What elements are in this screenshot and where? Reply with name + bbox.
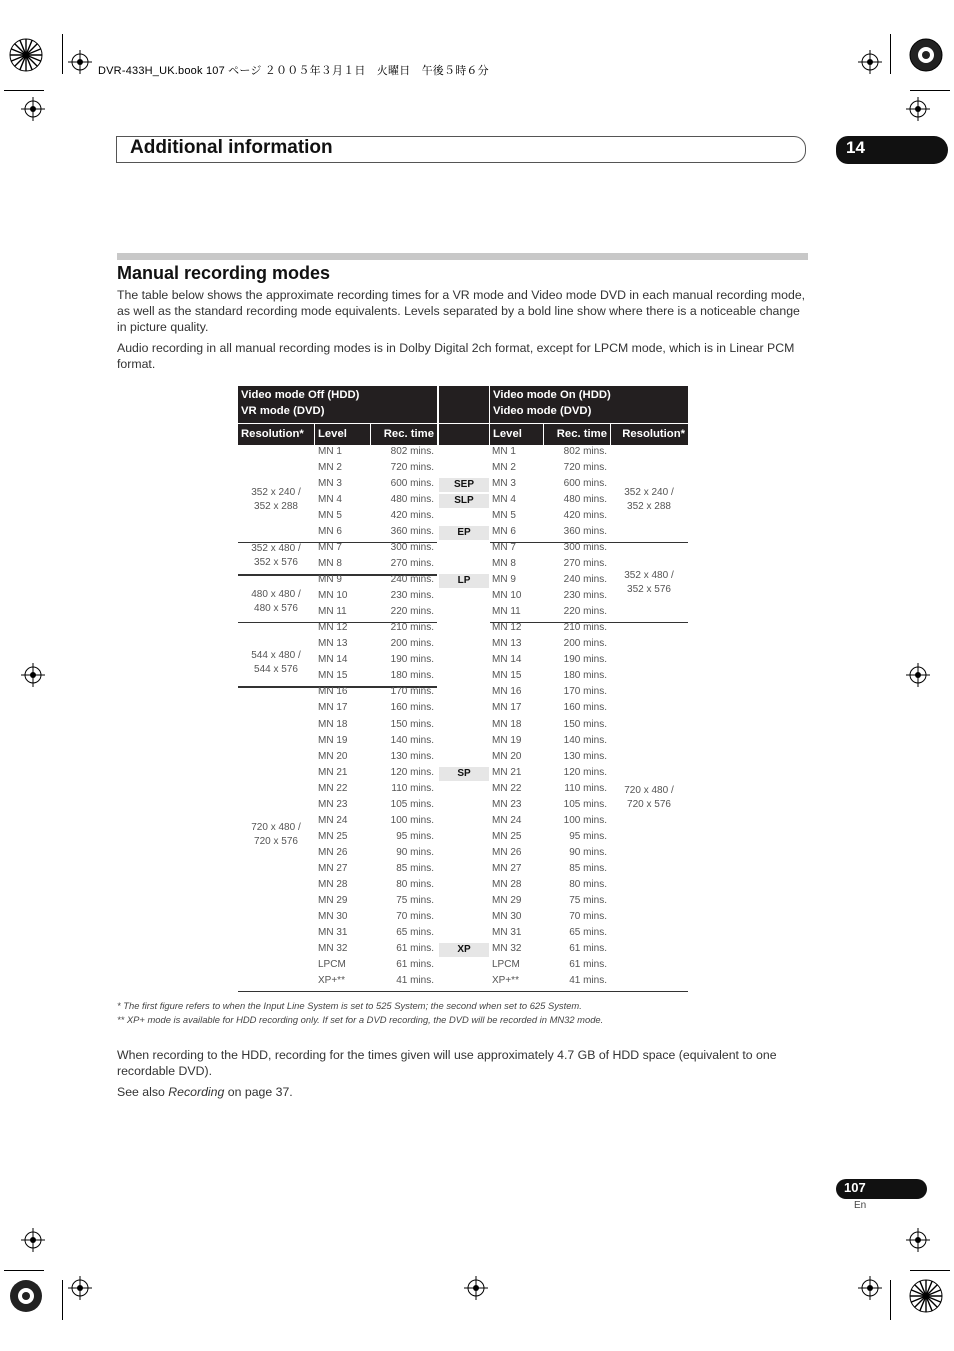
rec-time-left: 270 mins. [390,558,434,570]
level-right: MN 17 [492,702,522,714]
level-left: MN 18 [318,718,348,730]
right-header-line-2: Video mode (DVD) [493,405,592,417]
rec-time-right: 150 mins. [563,718,607,730]
level-left: MN 19 [318,734,348,746]
resolution-text: 352 x 576 [627,584,671,595]
resolution-text: 352 x 240 / [251,487,301,498]
level-left: MN 27 [318,862,348,874]
col-standard-blank [439,424,489,445]
level-right: MN 1 [492,446,516,457]
resolution-text: 352 x 480 / [251,543,301,554]
rec-time-right: 220 mins. [563,606,607,618]
rec-time-right: 180 mins. [563,670,607,682]
level-right: MN 8 [492,558,516,570]
level-right: MN 21 [492,766,522,778]
rec-time-right: 270 mins. [563,558,607,570]
crosshair-icon [906,1228,930,1252]
registration-sunburst-icon [9,1279,43,1313]
audio-paragraph: Audio recording in all manual recording modes is in Dolby Digital 2ch format, except for LPCM mode, which is in Linear PCM format. [117,341,795,371]
level-right: MN 15 [492,670,522,682]
level-left: MN 21 [318,766,348,778]
level-left: MN 8 [318,558,342,570]
crosshair-icon [858,1276,882,1300]
rec-time-right: 65 mins. [569,926,607,938]
left-header-line-2: VR mode (DVD) [241,405,325,417]
rec-time-left: 70 mins. [396,910,434,922]
resolution-text: 352 x 288 [627,501,671,512]
rec-time-right: 300 mins. [563,542,607,554]
page-number: 107 [844,1180,866,1195]
level-left: MN 29 [318,894,348,906]
level-right: XP+** [492,974,519,986]
right-group-header [490,386,688,423]
left-resolution-2 [238,542,314,570]
level-right: MN 13 [492,638,522,650]
level-left: MN 15 [318,670,348,682]
rec-time-right: 80 mins. [569,878,607,890]
rec-time-right: 100 mins. [563,814,607,826]
left-resolution-5 [238,821,314,849]
registration-sunburst-icon [9,38,43,72]
footnote-resolution: * The first figure refers to when the Input Line System is set to 525 System; the second when set to 625 System. [117,1000,582,1011]
resolution-text: 480 x 480 / [251,589,301,600]
standard-mode-sp: SP [439,767,489,781]
level-right: MN 12 [492,622,522,634]
level-right: MN 26 [492,846,522,858]
standard-mode-xp: XP [439,943,489,957]
level-right: MN 4 [492,494,516,506]
level-left: MN 23 [318,798,348,810]
hdd-paragraph: When recording to the HDD, recording for the times given will use approximately 4.7 GB of HDD space (equivalent to one recordable DVD). [117,1048,777,1078]
registration-sunburst-icon [909,1279,943,1313]
rec-time-left: 480 mins. [390,494,434,506]
rec-time-right: 41 mins. [569,974,607,986]
rec-time-right: 105 mins. [563,798,607,810]
rec-time-left: 41 mins. [396,974,434,986]
crosshair-icon [858,50,882,74]
rec-time-right: 240 mins. [563,574,607,586]
level-right: MN 7 [492,542,516,554]
standard-mode-lp: LP [439,574,489,588]
crosshair-icon [68,50,92,74]
rec-time-left: 150 mins. [390,718,434,730]
level-left: MN 31 [318,926,348,938]
level-right: MN 3 [492,478,516,490]
file-header: DVR-433H_UK.book 107 ページ ２００５年３月１日 火曜日 午後５時６分 [98,65,489,77]
rec-time-right: 140 mins. [563,734,607,746]
level-left: LPCM [318,958,346,970]
level-left: MN 10 [318,590,348,602]
rec-time-right: 61 mins. [569,958,607,970]
resolution-text: 352 x 576 [254,557,298,568]
table-bottom-rule [238,991,688,992]
crosshair-icon [21,1228,45,1252]
resolution-text: 352 x 288 [254,501,298,512]
rec-time-left: 100 mins. [390,814,434,826]
level-right: MN 22 [492,782,522,794]
col-rec-time-left: Rec. time [371,424,437,445]
rec-time-left: 95 mins. [396,830,434,842]
crosshair-icon [906,663,930,687]
resolution-text: 352 x 480 / [624,570,674,581]
right-resolution-1 [610,486,688,514]
level-left: XP+** [318,974,345,986]
rec-time-right: 420 mins. [563,510,607,522]
col-resolution-left: Resolution* [238,424,314,445]
level-right: MN 29 [492,894,522,906]
resolution-text: 720 x 576 [627,799,671,810]
standard-mode-sep: SEP [439,478,489,492]
level-left: MN 20 [318,750,348,762]
level-left: MN 28 [318,878,348,890]
rec-time-right: 600 mins. [563,478,607,490]
level-left: MN 7 [318,542,342,554]
level-left: MN 32 [318,942,348,954]
rec-time-right: 61 mins. [569,942,607,954]
level-right: MN 31 [492,926,522,938]
level-left: MN 26 [318,846,348,858]
rec-time-right: 90 mins. [569,846,607,858]
rec-time-left: 200 mins. [390,638,434,650]
resolution-text: 544 x 576 [254,664,298,675]
level-left: MN 24 [318,814,348,826]
level-left: MN 17 [318,702,348,714]
level-left: MN 11 [318,606,347,618]
page-title: Manual recording modes [117,263,331,283]
left-resolution-1 [238,486,314,514]
standard-mode-ep: EP [439,526,489,540]
rec-time-left: 90 mins. [396,846,434,858]
left-group-header [238,386,437,423]
col-resolution-right: Resolution* [611,424,688,445]
rec-time-left: 160 mins. [390,702,434,714]
rec-time-right: 110 mins. [564,782,607,794]
right-resolution-3 [610,784,688,812]
rec-time-left: 300 mins. [390,542,434,554]
rec-time-right: 95 mins. [569,830,607,842]
title-rule [117,253,808,260]
level-left: MN 1 [318,446,342,457]
see-also-prefix: See also [117,1085,169,1099]
rec-time-right: 160 mins. [563,702,607,714]
chapter-number: 14 [846,138,865,157]
rec-time-left: 600 mins. [390,478,434,490]
resolution-text: 352 x 240 / [624,487,674,498]
crosshair-icon [68,1276,92,1300]
left-resolution-3 [238,588,314,616]
rec-time-left: 240 mins. [390,574,434,586]
rec-time-right: 720 mins. [563,462,607,474]
level-right: MN 24 [492,814,522,826]
rec-time-left: 120 mins. [390,766,434,778]
level-left: MN 16 [318,686,348,698]
rec-time-right: 170 mins. [563,686,607,698]
level-left: MN 2 [318,462,342,474]
level-left: MN 13 [318,638,348,650]
rec-time-right: 200 mins. [563,638,607,650]
right-header-line-1: Video mode On (HDD) [493,389,611,401]
level-right: MN 9 [492,574,516,586]
see-also-suffix: on page 37. [224,1085,293,1099]
level-left: MN 25 [318,830,348,842]
rec-time-right: 480 mins. [563,494,607,506]
rec-time-right: 75 mins. [569,894,607,906]
level-right: MN 30 [492,910,522,922]
intro-paragraph: The table below shows the approximate recording times for a VR mode and Video mode DVD in each manual recording mode, as well as the standard recording mode equivalents. Levels separated by a bold line show where there is a noticeable change in picture quality. [117,288,806,334]
resolution-text: 544 x 480 / [251,650,301,661]
rec-time-right: 802 mins. [563,446,607,457]
level-left: MN 5 [318,510,342,522]
level-left: MN 4 [318,494,342,506]
rec-time-left: 720 mins. [390,462,434,474]
level-right: MN 19 [492,734,522,746]
level-left: MN 14 [318,654,348,666]
see-also [117,1084,809,1100]
right-resolution-2 [610,569,688,597]
left-resolution-4 [238,649,314,677]
crosshair-icon [906,97,930,121]
rec-time-right: 130 mins. [563,750,607,762]
level-right: MN 16 [492,686,522,698]
crosshair-icon [21,97,45,121]
rec-time-right: 85 mins. [569,862,607,874]
rec-time-left: 80 mins. [396,878,434,890]
level-right: MN 2 [492,462,516,474]
rec-time-left: 105 mins. [390,798,434,810]
level-left: MN 30 [318,910,348,922]
level-left: MN 3 [318,478,342,490]
rec-time-left: 180 mins. [390,670,434,682]
col-rec-time-right: Rec. time [544,424,610,445]
col-level-right: Level [490,424,543,445]
level-left: MN 9 [318,574,342,586]
level-right: MN 32 [492,942,522,954]
standard-mode-slp: SLP [439,494,489,508]
level-left: MN 12 [318,622,348,634]
level-right: MN 10 [492,590,522,602]
resolution-text: 480 x 576 [254,603,298,614]
rec-time-left: 130 mins. [390,750,434,762]
level-right: MN 6 [492,526,516,538]
crosshair-icon [464,1276,488,1300]
level-right: MN 23 [492,798,522,810]
level-right: MN 27 [492,862,522,874]
rec-time-left: 65 mins. [396,926,434,938]
rec-time-left: 420 mins. [390,510,434,522]
rec-time-left: 170 mins. [390,686,434,698]
level-right: MN 20 [492,750,522,762]
rec-time-right: 360 mins. [563,526,607,538]
level-right: MN 5 [492,510,516,522]
rec-time-right: 120 mins. [563,766,607,778]
resolution-text: 720 x 480 / [624,785,674,796]
rec-time-right: 210 mins. [563,622,607,634]
level-right: MN 14 [492,654,522,666]
rec-time-left: 210 mins. [390,622,434,634]
resolution-text: 720 x 576 [254,836,298,847]
level-right: MN 25 [492,830,522,842]
rec-time-left: 802 mins. [390,446,434,457]
see-also-link[interactable]: Recording [168,1085,225,1099]
rec-time-right: 230 mins. [563,590,607,602]
rec-time-left: 220 mins. [390,606,434,618]
rec-time-left: 190 mins. [390,654,434,666]
registration-sunburst-icon [909,38,943,72]
level-left: MN 6 [318,526,342,538]
rec-time-left: 140 mins. [390,734,434,746]
page-language: En [854,1200,867,1211]
col-level-left: Level [315,424,370,445]
rec-time-left: 61 mins. [396,958,434,970]
rec-time-left: 61 mins. [396,942,434,954]
rec-time-left: 110 mins. [391,782,434,794]
rec-time-right: 190 mins. [563,654,607,666]
resolution-text: 720 x 480 / [251,822,301,833]
left-header-line-1: Video mode Off (HDD) [241,389,360,401]
level-right: LPCM [492,958,520,970]
section-title: Additional information [130,137,333,158]
rec-time-left: 85 mins. [396,862,434,874]
level-left: MN 22 [318,782,348,794]
rec-time-left: 75 mins. [396,894,434,906]
crosshair-icon [21,663,45,687]
rec-time-right: 70 mins. [569,910,607,922]
rec-time-left: 360 mins. [390,526,434,538]
level-right: MN 11 [492,606,521,618]
level-right: MN 28 [492,878,522,890]
footnote-xp-plus: ** XP+ mode is available for HDD recording only. If set for a DVD recording, the DVD will be recorded in MN32 mode. [117,1014,604,1025]
level-right: MN 18 [492,718,522,730]
rec-time-left: 230 mins. [390,590,434,602]
standard-mode-header [439,386,489,423]
